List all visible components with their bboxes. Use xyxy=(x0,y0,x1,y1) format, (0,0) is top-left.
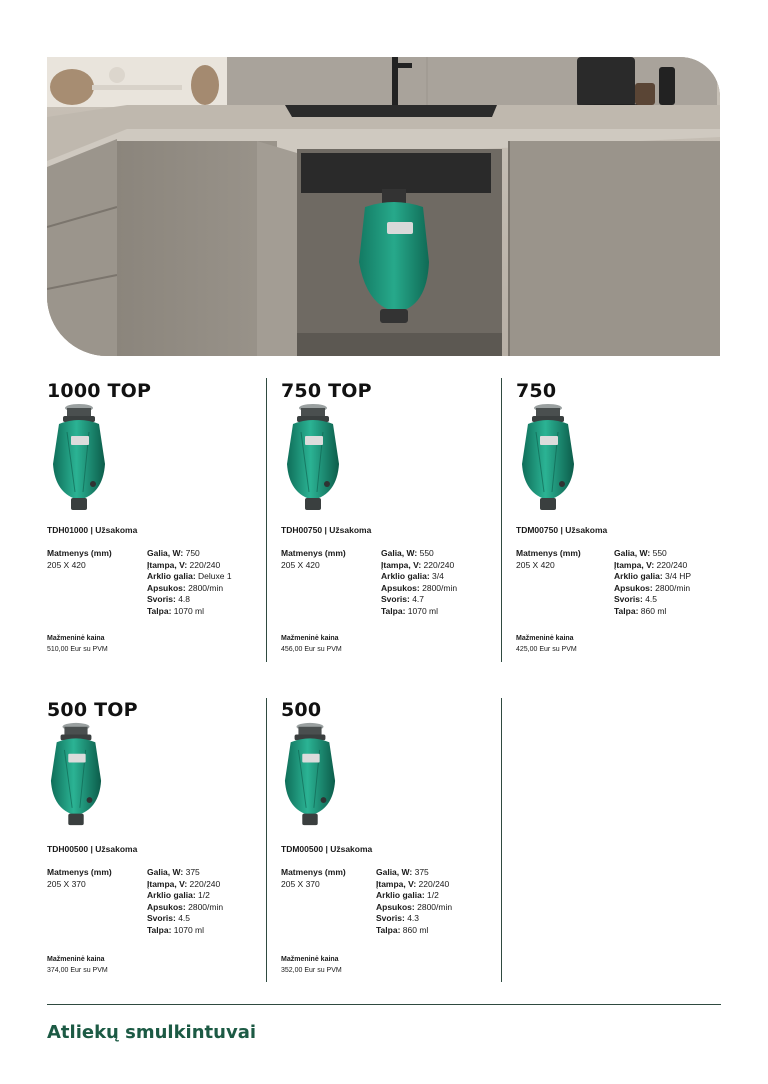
price-label: Mažmeninė kaina xyxy=(281,956,339,963)
disposer-product-image xyxy=(281,721,339,829)
disposer-product-image xyxy=(283,402,343,514)
dimensions-value: 205 X 370 xyxy=(47,878,86,889)
product-title: 500 xyxy=(281,699,322,721)
dimensions-label: Matmenys (mm) xyxy=(516,548,581,558)
code-separator: | xyxy=(90,844,93,854)
dimensions-value: 205 X 370 xyxy=(281,878,320,889)
dimensions-label: Matmenys (mm) xyxy=(47,548,112,558)
price-block xyxy=(47,633,108,655)
product-code: TDH01000 xyxy=(47,525,89,535)
spec-weight: Svoris: 4.8 xyxy=(147,594,191,605)
spec-voltage: Įtampa, V: 220/240 xyxy=(147,878,221,889)
spec-weight: Svoris: 4.5 xyxy=(147,913,191,924)
footer-divider xyxy=(47,1004,721,1005)
column-divider xyxy=(266,378,267,662)
product-card-1000-top xyxy=(47,380,257,653)
code-separator: | xyxy=(560,525,563,535)
disposer-product-image xyxy=(518,402,578,514)
dimensions xyxy=(47,867,112,890)
price-label: Mažmeninė kaina xyxy=(47,956,105,963)
spec-horsepower: Arklio galia: 3/4 HP xyxy=(614,571,692,582)
spec-rpm: Apsukos: 2800/min xyxy=(147,582,224,593)
price-block xyxy=(281,633,342,655)
product-code-line xyxy=(47,844,137,854)
product-code-line xyxy=(47,525,137,535)
code-separator: | xyxy=(90,525,93,535)
spec-weight: Svoris: 4.3 xyxy=(376,913,420,924)
availability-label: Užsakoma xyxy=(330,844,373,854)
product-card-500 xyxy=(281,699,491,974)
price-value: 352,00 Eur su PVM xyxy=(281,967,342,974)
product-title: 750 xyxy=(516,380,557,402)
dimensions xyxy=(281,867,346,890)
price-label: Mažmeninė kaina xyxy=(281,635,339,642)
column-divider xyxy=(501,698,502,982)
spec-weight: Svoris: 4.7 xyxy=(381,594,425,605)
spec-rpm: Apsukos: 2800/min xyxy=(381,582,458,593)
product-code: TDM00750 xyxy=(516,525,559,535)
spec-capacity: Talpa: 1070 ml xyxy=(147,924,205,935)
hero-kitchen-image xyxy=(47,57,720,356)
product-title: 1000 TOP xyxy=(47,380,152,402)
price-value: 456,00 Eur su PVM xyxy=(281,646,342,653)
spec-list xyxy=(147,548,232,618)
code-separator: | xyxy=(325,844,328,854)
spec-capacity: Talpa: 860 ml xyxy=(376,924,429,935)
spec-list xyxy=(376,867,452,937)
price-block xyxy=(516,633,577,655)
spec-list xyxy=(147,867,223,937)
spec-weight: Svoris: 4.5 xyxy=(614,594,658,605)
product-card-750 xyxy=(516,380,726,653)
spec-voltage: Įtampa, V: 220/240 xyxy=(147,559,221,570)
availability-label: Užsakoma xyxy=(95,525,138,535)
price-block xyxy=(281,954,342,976)
availability-label: Užsakoma xyxy=(565,525,608,535)
dimensions xyxy=(516,548,581,571)
spec-list xyxy=(381,548,457,618)
availability-label: Užsakoma xyxy=(95,844,138,854)
spec-rpm: Apsukos: 2800/min xyxy=(376,901,453,912)
spec-power: Galia, W: 750 xyxy=(147,548,200,558)
spec-rpm: Apsukos: 2800/min xyxy=(614,582,691,593)
column-divider xyxy=(501,378,502,662)
spec-power: Galia, W: 550 xyxy=(381,548,434,558)
dimensions-label: Matmenys (mm) xyxy=(47,867,112,877)
price-block xyxy=(47,954,108,976)
spec-horsepower: Arklio galia: 1/2 xyxy=(376,890,439,901)
product-code: TDH00500 xyxy=(47,844,89,854)
spec-voltage: Įtampa, V: 220/240 xyxy=(376,878,450,889)
product-code-line xyxy=(516,525,607,535)
product-title: 750 TOP xyxy=(281,380,372,402)
price-value: 374,00 Eur su PVM xyxy=(47,967,108,974)
dimensions-label: Matmenys (mm) xyxy=(281,548,346,558)
price-label: Mažmeninė kaina xyxy=(516,635,574,642)
spec-capacity: Talpa: 1070 ml xyxy=(147,605,205,616)
product-code-line xyxy=(281,844,372,854)
spec-voltage: Įtampa, V: 220/240 xyxy=(381,559,455,570)
spec-capacity: Talpa: 860 ml xyxy=(614,605,667,616)
footer-title: Atliekų smulkintuvai xyxy=(47,1022,257,1043)
dimensions-label: Matmenys (mm) xyxy=(281,867,346,877)
product-code: TDM00500 xyxy=(281,844,324,854)
product-title: 500 TOP xyxy=(47,699,138,721)
availability-label: Užsakoma xyxy=(329,525,372,535)
price-value: 510,00 Eur su PVM xyxy=(47,646,108,653)
disposer-product-image xyxy=(47,721,105,829)
spec-power: Galia, W: 375 xyxy=(147,867,200,877)
dimensions xyxy=(47,548,112,571)
spec-voltage: Įtampa, V: 220/240 xyxy=(614,559,688,570)
dimensions-value: 205 X 420 xyxy=(281,559,320,570)
spec-horsepower: Arklio galia: 1/2 xyxy=(147,890,210,901)
code-separator: | xyxy=(324,525,327,535)
product-card-750-top xyxy=(281,380,491,653)
product-code: TDH00750 xyxy=(281,525,323,535)
spec-capacity: Talpa: 1070 ml xyxy=(381,605,439,616)
dimensions-value: 205 X 420 xyxy=(516,559,555,570)
dimensions-value: 205 X 420 xyxy=(47,559,86,570)
spec-power: Galia, W: 550 xyxy=(614,548,667,558)
kitchen-illustration xyxy=(47,57,720,356)
spec-horsepower: Arklio galia: 3/4 xyxy=(381,571,444,582)
disposer-product-image xyxy=(49,402,109,514)
price-label: Mažmeninė kaina xyxy=(47,635,105,642)
product-code-line xyxy=(281,525,371,535)
product-card-500-top xyxy=(47,699,257,974)
column-divider xyxy=(266,698,267,982)
spec-rpm: Apsukos: 2800/min xyxy=(147,901,224,912)
price-value: 425,00 Eur su PVM xyxy=(516,646,577,653)
spec-power: Galia, W: 375 xyxy=(376,867,429,877)
spec-horsepower: Arklio galia: Deluxe 1 xyxy=(147,571,232,582)
dimensions xyxy=(281,548,346,571)
spec-list xyxy=(614,548,691,618)
